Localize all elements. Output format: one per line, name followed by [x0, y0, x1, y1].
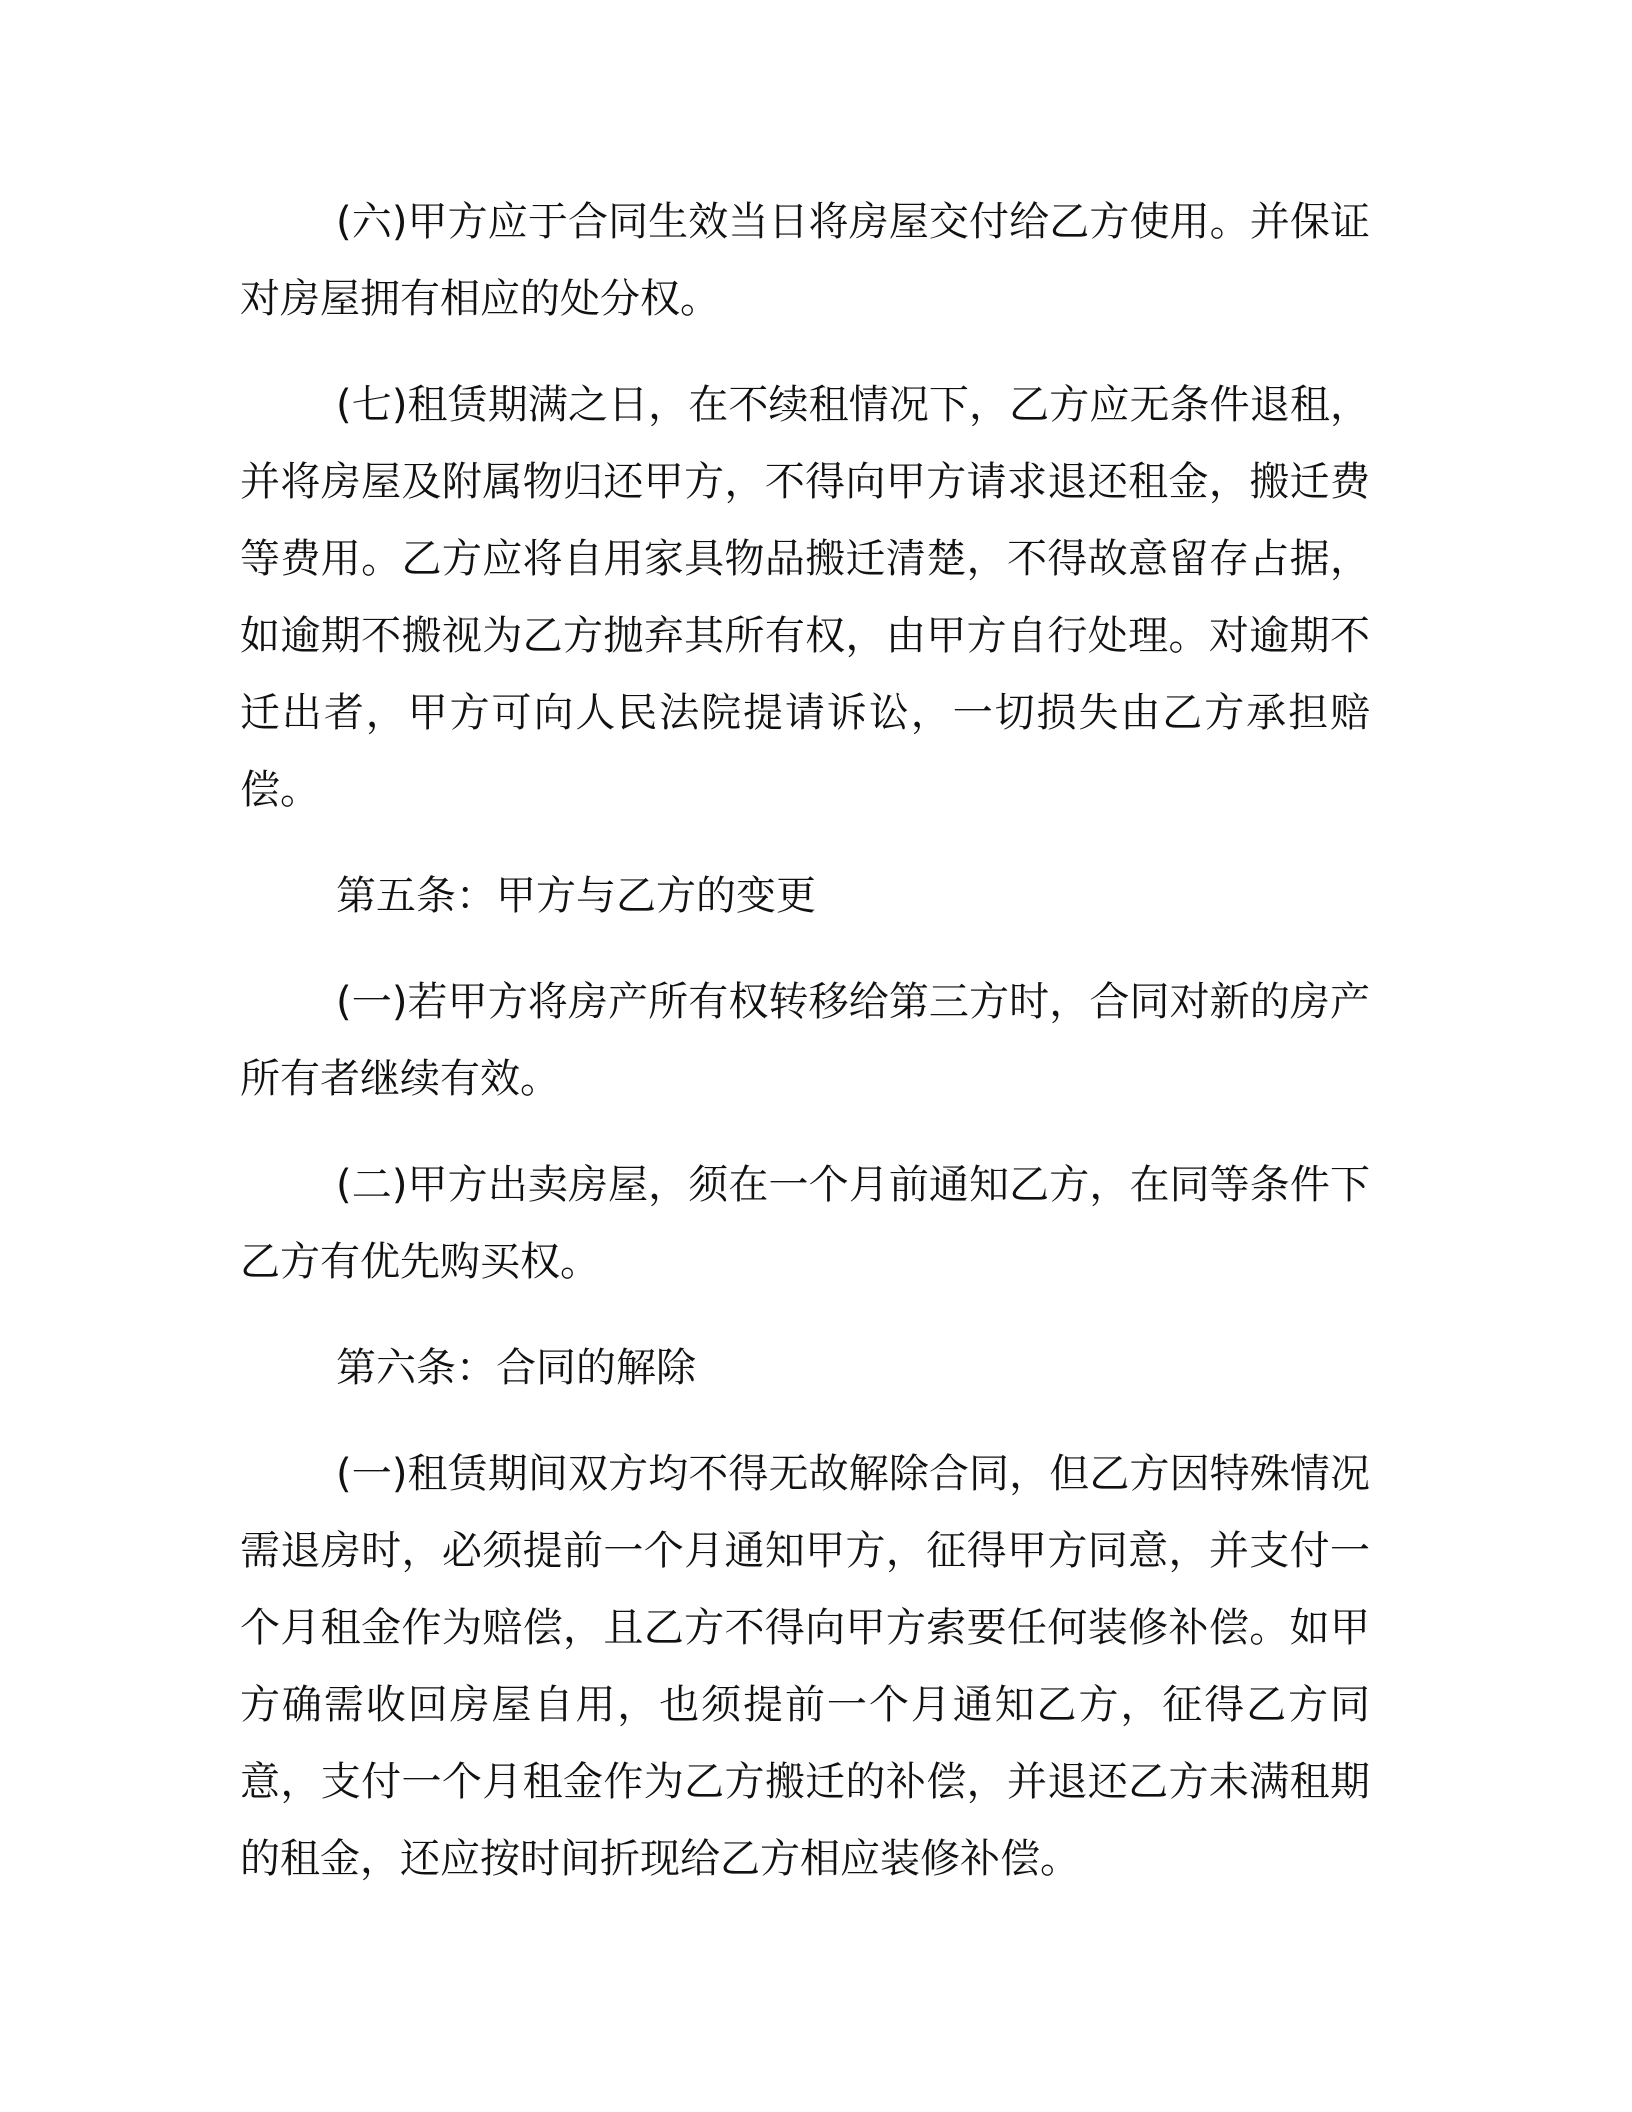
- article-6-heading: 第六条：合同的解除: [336, 1345, 696, 1391]
- article-5-clause-2-paragraph: (二)甲方出卖房屋，须在一个月前通知乙方，在同等条件下乙方有优先购买权。: [240, 1162, 1370, 1285]
- document-body: [240, 184, 1370, 1927]
- clause-7-paragraph: (七)租赁期满之日，在不续租情况下，乙方应无条件退租，并将房屋及附属物归还甲方，不得向甲方请求退还租金，搬迁费等费用。乙方应将自用家具物品搬迁清楚，不得故意留存占据，如逾期不搬视为乙方抛弃其所有权，由甲方自行处理。对逾期不迁出者，甲方可向人民法院提请诉讼，一切损失由乙方承担赔偿。: [240, 382, 1370, 813]
- article-5-heading: 第五条：甲方与乙方的变更: [336, 873, 816, 919]
- article-5-clause-1-paragraph: (一)若甲方将房产所有权转移给第三方时，合同对新的房产所有者继续有效。: [240, 979, 1370, 1102]
- article-6-clause-1-paragraph: (一)租赁期间双方均不得无故解除合同，但乙方因特殊情况需退房时，必须提前一个月通知甲方，征得甲方同意，并支付一个月租金作为赔偿，且乙方不得向甲方索要任何装修补偿。如甲方确需收回房屋自用，也须提前一个月通知乙方，征得乙方同意，支付一个月租金作为乙方搬迁的补偿，并退还乙方未满租期的租金，还应按时间折现给乙方相应装修补偿。: [240, 1451, 1370, 1882]
- clause-6-paragraph: (六)甲方应于合同生效当日将房屋交付给乙方使用。并保证对房屋拥有相应的处分权。: [240, 199, 1370, 322]
